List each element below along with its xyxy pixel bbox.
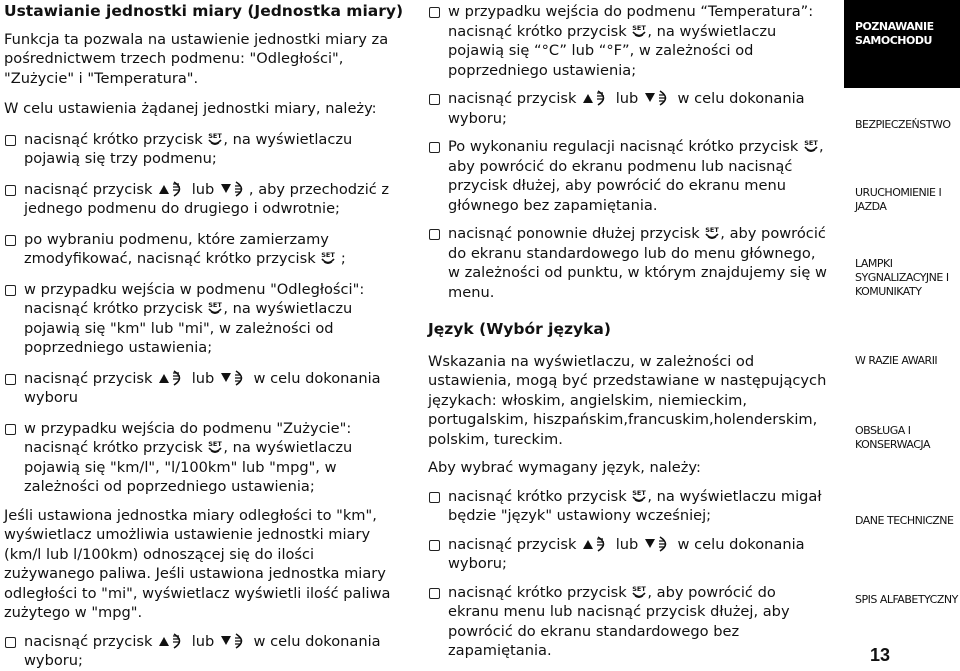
tab-poznawanie-samochodu[interactable]: POZNAWANIE SAMOCHODU [855, 20, 934, 47]
tab-bezpieczenstwo[interactable]: BEZPIECZEŃSTWO [855, 118, 951, 131]
list-item [428, 2, 828, 80]
set-button-label: SET [632, 23, 647, 32]
checkbox-bullet-icon [429, 588, 440, 599]
tab-obsluga[interactable]: OBSŁUGA I KONSERWACJA [855, 424, 930, 451]
tab-w-razie-awarii[interactable]: W RAZIE AWARII [855, 354, 938, 367]
set-button-icon [207, 300, 223, 316]
item-text: nacisnąć krótko przycisk [448, 583, 632, 601]
item-text: nacisnąć przycisk [448, 535, 582, 553]
section-title-language: Język (Wybór języka) [428, 320, 611, 338]
up-button-icon [157, 181, 187, 197]
list-item [4, 632, 406, 671]
down-button-icon [219, 181, 249, 197]
item-text: , na wyświetlaczu migał będzie "język" ustawiony wcześniej; [448, 487, 822, 524]
tab-dane-techniczne[interactable]: DANE TECHNICZNE [855, 514, 954, 527]
set-button-label: SET [804, 139, 818, 147]
set-button-label: SET [208, 440, 223, 448]
item-text: lub [187, 369, 219, 387]
item-text: ; [336, 250, 346, 267]
language-intro: Wskazania na wyświetlaczu, w zależności od ustawienia, mogą być przedstawiane w następujących językach: włoskim, angielskim, niemieckim, portugalskim, hiszpańskim,francuskim,holenderskim, polskim, tureckim. [428, 352, 827, 448]
list-item [428, 89, 828, 128]
item-text: nacisnąć krótko przycisk [24, 130, 208, 148]
section-title-units: Ustawianie jednostki miary (Jednostka miary) [4, 2, 404, 20]
set-button-label: SET [208, 131, 223, 140]
checkbox-bullet-icon [5, 185, 16, 196]
list-item [4, 130, 406, 169]
item-text: , aby powrócić do ekranu standardowego lub do menu głównego, w zależności od punktu, w którym znajdujemy się w menu. [448, 225, 827, 301]
item-text: , na wyświetlaczu pojawią się "km" lub "mi", w zależności od poprzedniego ustawienia; [24, 300, 353, 356]
list-item [428, 137, 828, 215]
item-text: w celu dokonania wyboru; [448, 535, 805, 572]
item-text: w celu dokonania wyboru; [24, 632, 381, 669]
tab-uruchomienie[interactable]: URUCHOMIENIE I JAZDA [855, 186, 942, 213]
item-text: lub [611, 535, 643, 553]
list-item [428, 224, 828, 302]
item-text: nacisnąć przycisk [24, 369, 158, 387]
set-button-icon [631, 488, 647, 504]
lead-paragraph: W celu ustawienia żądanej jednostki miary, należy: [4, 100, 377, 117]
set-button-icon [207, 131, 223, 147]
item-text: w przypadku wejścia w podmenu "Odległości": nacisnąć krótko przycisk [24, 280, 365, 317]
item-text: nacisnąć przycisk [24, 180, 158, 198]
up-button-icon [581, 90, 611, 106]
language-lead: Aby wybrać wymagany język, należy: [428, 459, 701, 476]
list-item [4, 180, 406, 219]
set-button-label: SET [208, 301, 223, 309]
checkbox-bullet-icon [5, 424, 16, 435]
item-text: w przypadku wejścia do podmenu “Temperatura”: nacisnąć krótko przycisk [448, 3, 814, 40]
item-text: nacisnąć krótko przycisk [448, 487, 632, 505]
checkbox-bullet-icon [5, 235, 16, 246]
list-item [428, 583, 828, 661]
item-text: lub [187, 180, 219, 198]
down-button-icon [219, 370, 249, 386]
set-button-label: SET [632, 584, 647, 593]
item-text: nacisnąć przycisk [24, 632, 158, 650]
up-button-icon [157, 370, 187, 386]
set-button-label: SET [321, 251, 336, 259]
item-text: , na wyświetlaczu pojawią się "km/l", "l/100km" lub "mpg", w zależności od poprzedniego ustawienia; [24, 439, 353, 495]
page-number: 13 [870, 645, 891, 665]
tab-spis-alfabetyczny[interactable]: SPIS ALFABETYCZNY [855, 593, 958, 606]
item-text: po wybraniu podmenu, które zamierzamy zmodyfikować, nacisnąć krótko przycisk [24, 230, 329, 267]
list-item [428, 487, 828, 526]
up-button-icon [157, 633, 187, 649]
item-text: nacisnąć ponownie dłużej przycisk [448, 225, 705, 242]
checkbox-bullet-icon [429, 492, 440, 503]
item-text: , na wyświetlaczu pojawią się “°C” lub “°F”, w zależności od poprzedniego ustawienia; [448, 22, 777, 79]
left-column [4, 0, 406, 671]
item-text: w celu dokonania wyboru; [448, 90, 805, 127]
km-paragraph: Jeśli ustawiona jednostka miary odległości to "km", wyświetlacz umożliwia ustawienie jednostki miary (km/l lub l/100km) odnoszącej się do ilości zużywanego paliwa. Jeśli ustawiona jednostka miary odległości to "mi", wyświetlacz wyświetli ilość paliwa zużytego w "mpg". [4, 506, 391, 621]
list-item [4, 369, 406, 408]
intro-paragraph: Funkcja ta pozwala na ustawienie jednostki miary za pośrednictwem trzech podmenu: "Odległości", "Zużycie" i "Temperatura". [4, 30, 389, 87]
set-button-label: SET [705, 226, 720, 234]
checkbox-bullet-icon [429, 142, 440, 153]
item-text: lub [611, 90, 643, 107]
checkbox-bullet-icon [429, 7, 440, 18]
middle-column [428, 0, 828, 661]
item-text: nacisnąć przycisk [448, 90, 582, 107]
list-item [428, 535, 828, 574]
tab-lampki[interactable]: LAMPKI SYGNALIZACYJNE I KOMUNIKATY [855, 257, 949, 298]
item-text: , aby przechodzić z jednego podmenu do drugiego i odwrotnie; [24, 180, 390, 217]
item-text: Po wykonaniu regulacji nacisnąć krótko przycisk [448, 138, 803, 155]
item-text: , aby powrócić do ekranu menu lub nacisnąć przycisk dłużej, aby powrócić do ekranu standardowego bez zapamiętania. [448, 583, 790, 659]
checkbox-bullet-icon [429, 94, 440, 105]
list-item [4, 280, 406, 358]
checkbox-bullet-icon [5, 135, 16, 146]
item-text: lub [187, 632, 219, 650]
set-button-icon [320, 250, 336, 266]
item-text: , na wyświetlaczu pojawią się trzy podmenu; [24, 130, 353, 167]
set-button-icon [207, 439, 223, 455]
checkbox-bullet-icon [5, 285, 16, 296]
set-button-icon [631, 584, 647, 600]
checkbox-bullet-icon [429, 229, 440, 240]
item-text: w celu dokonania wyboru [24, 369, 381, 406]
down-button-icon [643, 536, 673, 552]
set-button-icon [704, 225, 720, 241]
item-text: w przypadku wejścia do podmenu "Zużycie": nacisnąć krótko przycisk [24, 419, 352, 456]
checkbox-bullet-icon [429, 540, 440, 551]
down-button-icon [219, 633, 249, 649]
up-button-icon [581, 536, 611, 552]
checkbox-bullet-icon [5, 637, 16, 648]
list-item [4, 419, 406, 497]
checkbox-bullet-icon [5, 374, 16, 385]
set-button-icon [803, 138, 819, 154]
down-button-icon [643, 90, 673, 106]
item-text: , aby powrócić do ekranu podmenu lub nacisnąć przycisk dłużej, aby powrócić do ekranu menu głównego bez zapamiętania. [448, 138, 824, 214]
list-item [4, 230, 406, 269]
set-button-label: SET [632, 488, 647, 497]
set-button-icon [631, 23, 647, 39]
